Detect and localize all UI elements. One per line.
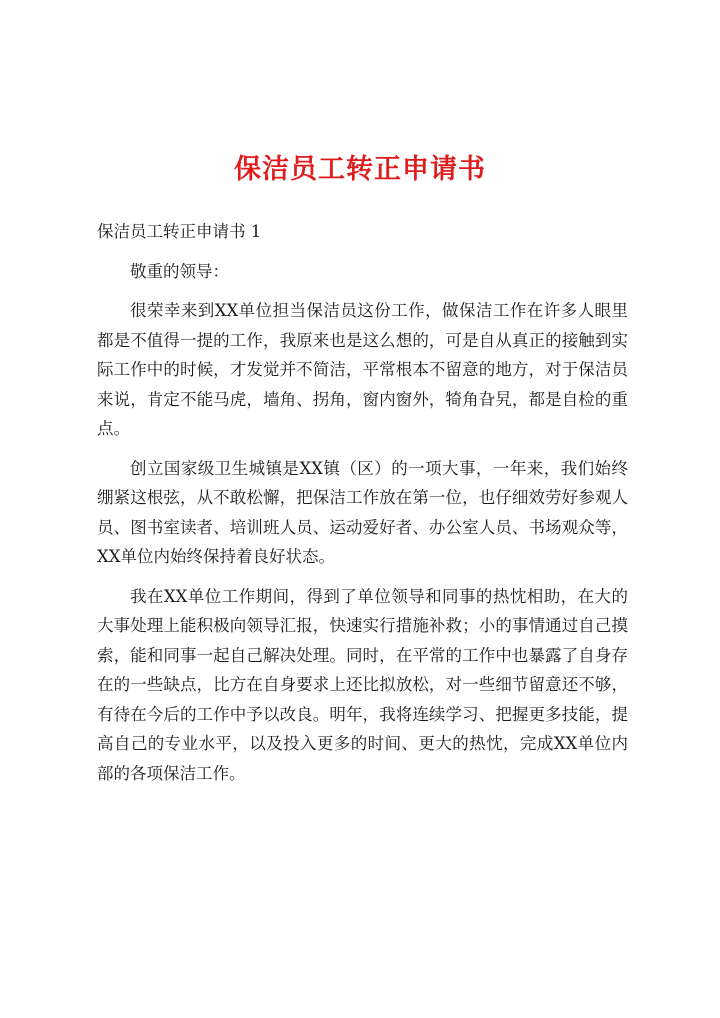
- section-subtitle: 保洁员工转正申请书 1: [97, 222, 262, 241]
- body-paragraph-2: 创立国家级卫生城镇是XX镇（区）的一项大事，一年来，我们始终绷紧这根弦，从不敢松懈，把保洁工作放在第一位，也仔细效劳好参观人员、图书室读者、培训班人员、运动爱好者、办公室人员、书场观众等，XX单位内始终保持着良好状态。: [97, 458, 628, 566]
- greeting: 敬重的领导：: [130, 261, 229, 281]
- body-paragraph-3: 我在XX单位工作期间，得到了单位领导和同事的热忱相助，在大的大事处理上能积极向领导汇报，快速实行措施补救；小的事情通过自己摸索，能和同事一起自己解决处理。同时，在平常的工作中也暴露了自身存在的一些缺点，比方在自身要求上还比拟放松，对一些细节留意还不够，有待在今后的工作中予以改良。明年，我将连续学习、把握更多技能，提高自己的专业水平，以及投入更多的时间、更大的热忱，完成XX单位内部的各项保洁工作。: [97, 586, 628, 783]
- document-title: 保洁员工转正申请书: [234, 154, 486, 185]
- body-paragraph-1: 很荣幸来到XX单位担当保洁员这份工作，做保洁工作在许多人眼里都是不值得一提的工作，我原来也是这么想的，可是自从真正的接触到实际工作中的时候，才发觉并不简洁，平常根本不留意的地方，对于保洁员来说，肯定不能马虎，墙角、拐角，窗内窗外，犄角旮旯，都是自检的重点。: [97, 301, 628, 438]
- document-body: [97, 217, 628, 798]
